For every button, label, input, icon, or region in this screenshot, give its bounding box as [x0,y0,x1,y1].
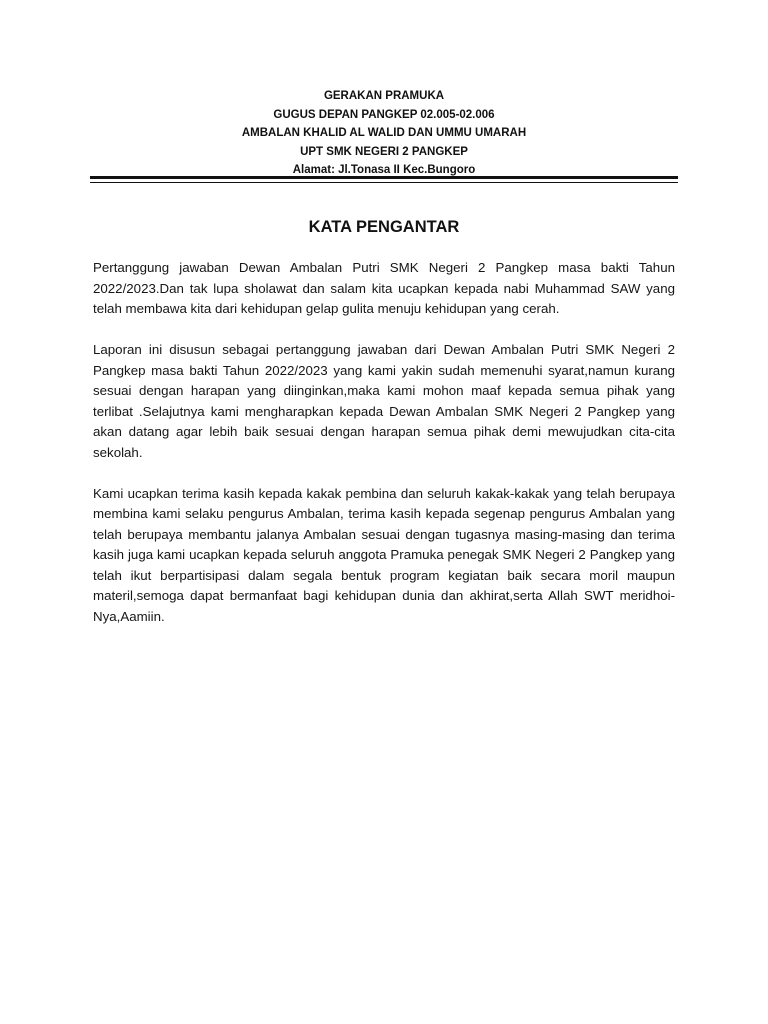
document-body [93,258,675,648]
letterhead [90,87,678,180]
page-title: KATA PENGANTAR [308,218,460,236]
paragraph-report: Laporan ini disusun sebagai pertanggung jawaban dari Dewan Ambalan Putri SMK Negeri 2 Pangkep masa bakti Tahun 2022/2023 yang kami yakin sudah memenuhi syarat,namun kurang sesuai dengan harapan yang diinginkan,maka kami mohon maaf kepada semua pihak yang terlibat .Selajutnya kami mengharapkan kepada Dewan Ambalan SMK Negeri 2 Pangkep yang akan datang agar lebih baik sesuai dengan harapan semua pihak demi mewujudkan cita-cita sekolah. [93,342,675,460]
letterhead-organization: GERAKAN PRAMUKA [323,90,445,102]
paragraph-opening: Pertanggung jawaban Dewan Ambalan Putri SMK Negeri 2 Pangkep masa bakti Tahun 2022/2023.Dan tak lupa sholawat dan salam kita ucapkan kepada nabi Muhammad SAW yang telah membawa kita dari kehidupan gelap gulita menuju kehidupan yang cerah. [93,260,675,316]
letterhead-gugus-depan: GUGUS DEPAN PANGKEP 02.005-02.006 [273,108,495,121]
letterhead-address: Alamat: Jl.Tonasa II Kec.Bungoro [292,164,476,176]
paragraph-thanks: Kami ucapkan terima kasih kepada kakak pembina dan seluruh kakak-kakak yang telah berupaya membina kami selaku pengurus Ambalan, terima kasih kepada segenap pengurus Ambalan yang telah berupaya membantu jalanya Ambalan sesuai dengan tugasnya masing-masing dan terima kasih juga kami ucapkan kepada seluruh anggota Pramuka penegak SMK Negeri 2 Pangkep yang telah ikut berpartisipasi dalam segala bentuk program kegiatan baik secara moril maupun materil,semoga dapat bermanfaat bagi kehidupan dunia dan akhirat,serta Allah SWT meridhoi-Nya,Aamiin. [93,485,675,624]
letterhead-divider-thick [90,176,678,179]
letterhead-divider-thin [90,182,678,183]
letterhead-school: UPT SMK NEGERI 2 PANGKEP [300,145,468,158]
letterhead-ambalan: AMBALAN KHALID AL WALID DAN UMMU UMARAH [241,127,527,139]
